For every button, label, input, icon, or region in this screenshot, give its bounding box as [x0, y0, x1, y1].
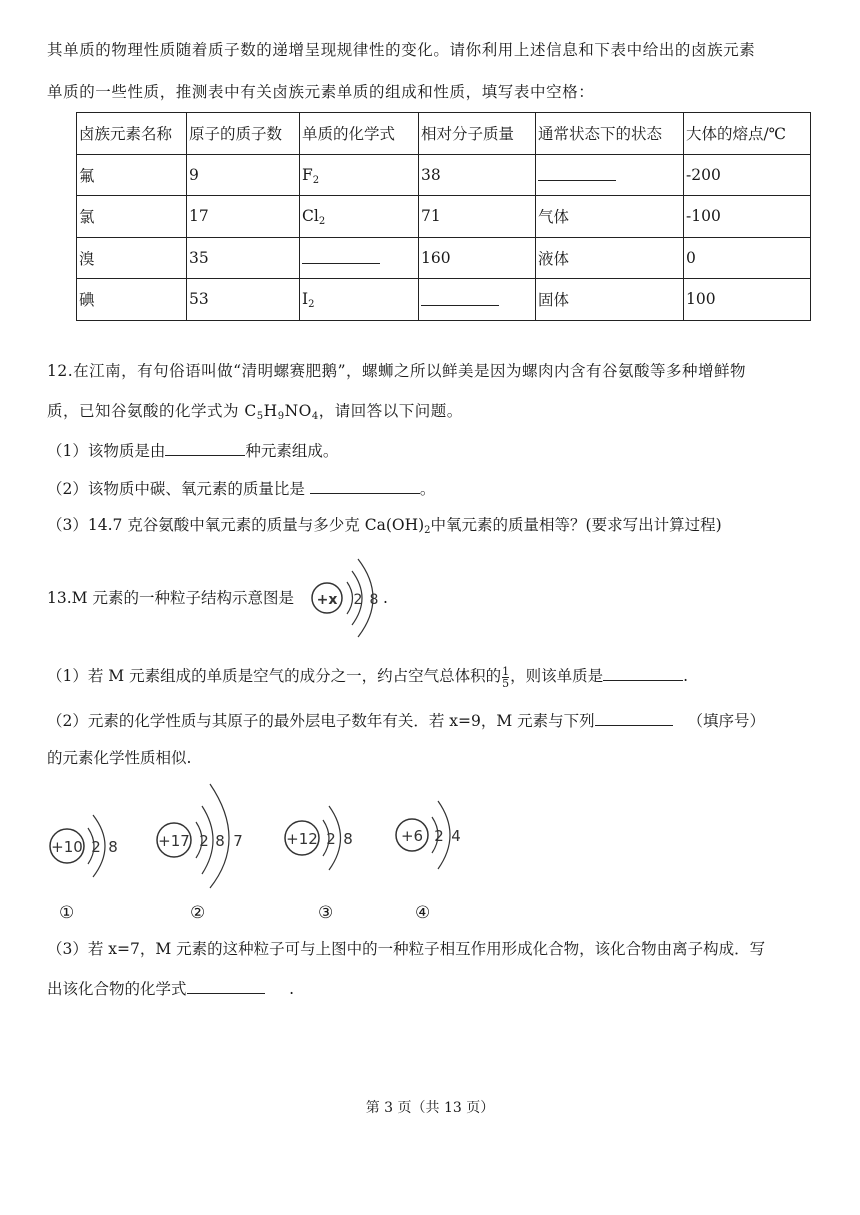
q12-text: 。: [419, 480, 436, 498]
table-header: 单质的化学式: [300, 113, 419, 155]
q13-text: ，则该单质是: [510, 667, 604, 685]
q13-text: .: [683, 667, 689, 685]
q13-text: 出该化合物的化学式: [47, 980, 187, 998]
intro-line-1: 其单质的物理性质随着质子数的递增呈现规律性的变化。请你利用上述信息和下表中给出的卤族元素: [47, 41, 756, 59]
answer-blank[interactable]: [310, 477, 420, 494]
choice-4-label: ④: [415, 903, 431, 923]
cell-melting-point: -100: [684, 196, 811, 238]
q13-text: （1）若 M 元素组成的单质是空气的成分之一，约占空气总体积的: [47, 667, 502, 685]
shell-electrons: 8: [108, 838, 118, 856]
answer-blank[interactable]: [165, 439, 245, 456]
table-header-row: [77, 113, 811, 155]
q12-text: 质，已知谷氨酸的化学式为 C: [47, 402, 257, 420]
cell-mass: 38: [419, 154, 536, 196]
q12-part-1: [47, 439, 338, 461]
page-footer: 第 3 页（共 13 页）: [365, 1100, 495, 1116]
cell-state: 气体: [536, 196, 684, 238]
table-row: [77, 196, 811, 238]
formula-element: Cl: [302, 207, 319, 226]
cell-protons: 17: [187, 196, 300, 238]
table-header: 原子的质子数: [187, 113, 300, 155]
cell-melting-point: 0: [684, 237, 811, 279]
cell-protons: 9: [187, 154, 300, 196]
q12-text: 中氧元素的质量相等？(要求写出计算过程): [430, 516, 722, 534]
m-particle-diagram: [300, 555, 390, 640]
q12-text: （2）该物质中碳、氧元素的质量比是: [47, 480, 305, 498]
shell-electrons: 7: [233, 832, 243, 850]
q13-part-3-line-2: [47, 977, 294, 999]
fraction: [502, 666, 509, 689]
intro-line-2: 单质的一些性质，推测表中有关卤族元素单质的组成和性质，填写表中空格：: [47, 83, 595, 101]
halogen-table: [76, 112, 811, 321]
table-header: 通常状态下的状态: [536, 113, 684, 155]
shell-electrons: 2: [326, 830, 336, 848]
cell-melting-point: -200: [684, 154, 811, 196]
shell-electrons: 2: [91, 838, 101, 856]
cell-mass: [419, 279, 536, 321]
cell-formula: [300, 237, 419, 279]
choice-2-label: ②: [190, 903, 206, 923]
q12-part-3: [47, 515, 722, 535]
nucleus-label: +12: [286, 830, 318, 848]
q13-line-1-end: .: [383, 589, 388, 607]
cell-name: 溴: [77, 237, 187, 279]
q13-part-2-line-2: 的元素化学性质相似.: [47, 749, 192, 767]
nucleus-label: +x: [316, 592, 338, 608]
cell-formula: [300, 196, 419, 238]
cell-name: 氟: [77, 154, 187, 196]
formula-subscript: 2: [308, 299, 315, 311]
q13-text: .: [289, 980, 295, 998]
table-header: 相对分子质量: [419, 113, 536, 155]
cell-formula: [300, 154, 419, 196]
formula-part: H: [263, 402, 278, 420]
shell-electrons: 8: [369, 592, 379, 608]
cell-name: 氯: [77, 196, 187, 238]
table-row: [77, 279, 811, 321]
q13-part-1: [47, 664, 688, 689]
cell-state: 液体: [536, 237, 684, 279]
fraction-denominator: 5: [502, 676, 510, 690]
answer-blank[interactable]: [595, 709, 673, 726]
q12-text: （1）该物质是由: [47, 442, 166, 460]
q12-text: （3）14.7 克谷氨酸中氧元素的质量与多少克 Ca(OH): [47, 516, 425, 534]
shell-electrons: 4: [451, 827, 461, 845]
fraction-numerator: 1: [502, 664, 510, 678]
formula-element: I: [302, 290, 309, 309]
table-row: [77, 154, 811, 196]
cell-name: 碘: [77, 279, 187, 321]
choice-3-diagram: [280, 790, 380, 890]
q13-line-1: [47, 588, 294, 608]
q13-text: （2）元素的化学性质与其原子的最外层电子数年有关．若 x=9，M 元素与下列: [47, 712, 595, 730]
cell-mass: 71: [419, 196, 536, 238]
formula-subscript: 9: [277, 411, 285, 422]
choice-4-diagram: [390, 785, 490, 885]
answer-blank[interactable]: [187, 977, 265, 994]
choice-1-diagram: [42, 795, 142, 895]
choice-3-label: ③: [318, 903, 334, 923]
answer-blank[interactable]: [302, 247, 380, 264]
formula-subscript: 4: [311, 411, 319, 422]
cell-melting-point: 100: [684, 279, 811, 321]
answer-blank[interactable]: [421, 289, 499, 306]
q12-line-1: 12.在江南，有句俗语叫做“清明螺赛肥鹅”，螺蛳之所以鲜美是因为螺肉内含有谷氨酸等多种增鲜物: [47, 362, 747, 380]
formula-part: NO: [284, 402, 312, 420]
nucleus-label: +6: [400, 827, 424, 845]
nucleus-label: +10: [51, 838, 83, 856]
cell-formula: [300, 279, 419, 321]
q13-text: （填序号）: [687, 712, 765, 730]
electron-shell: [347, 582, 353, 614]
shell-electrons: 8: [343, 830, 353, 848]
formula-element: F: [302, 165, 313, 184]
q13-text: 13.M 元素的一种粒子结构示意图是: [47, 589, 294, 607]
answer-blank[interactable]: [538, 164, 616, 181]
choice-1-label: ①: [59, 903, 75, 923]
cell-protons: 53: [187, 279, 300, 321]
q12-text: 种元素组成。: [245, 442, 339, 460]
q12-part-2: [47, 477, 435, 499]
formula-subscript: 5: [256, 411, 264, 422]
formula-subscript: 2: [424, 525, 431, 536]
shell-electrons: 8: [215, 832, 225, 850]
formula-subscript: 2: [318, 216, 326, 228]
shell-electrons: 2: [434, 827, 444, 845]
q13-part-2: [47, 709, 765, 731]
q13-part-3-line-1: （3）若 x=7，M 元素的这种粒子可与上图中的一种粒子相互作用形成化合物，该化合物由离子构成．写: [47, 940, 766, 958]
cell-state: [536, 154, 684, 196]
cell-mass: 160: [419, 237, 536, 279]
table-header: 大体的熔点/℃: [684, 113, 811, 155]
choice-2-diagram: [152, 780, 262, 890]
q12-line-2: [47, 401, 463, 421]
cell-state: 固体: [536, 279, 684, 321]
table-header: 卤族元素名称: [77, 113, 187, 155]
shell-electrons: 2: [199, 832, 209, 850]
table-row: [77, 237, 811, 279]
formula-subscript: 2: [312, 174, 320, 186]
shell-electrons: 2: [353, 592, 363, 608]
q12-text: ，请回答以下问题。: [318, 402, 463, 420]
cell-protons: 35: [187, 237, 300, 279]
answer-blank[interactable]: [603, 664, 683, 681]
nucleus-label: +17: [158, 832, 190, 850]
